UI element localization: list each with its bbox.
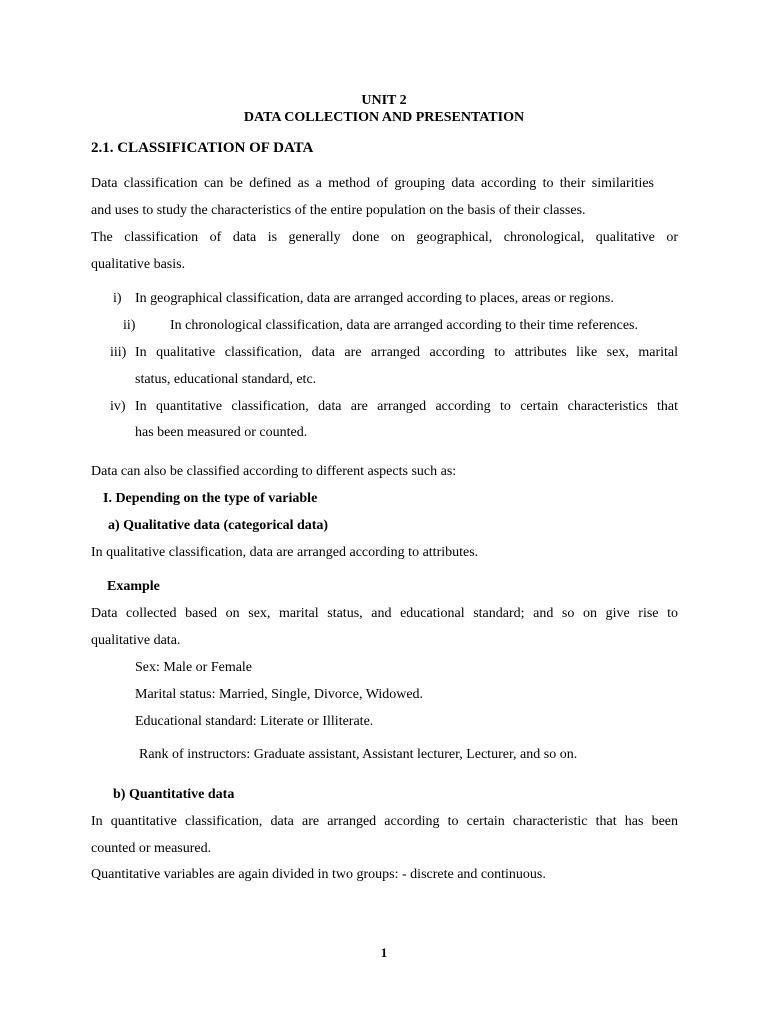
quantitative-text: counted or measured. xyxy=(91,841,212,856)
quantitative-text: Quantitative variables are again divided in two groups: - discrete and continuous. xyxy=(91,867,546,882)
document-title: DATA COLLECTION AND PRESENTATION xyxy=(243,110,525,125)
qualitative-text: In qualitative classification, data are arranged according to attributes. xyxy=(91,545,479,560)
list-item: In quantitative classification, data are arranged according to certain characteristics that xyxy=(135,399,678,414)
intro-line: qualitative basis. xyxy=(91,257,186,272)
intro-line: and uses to study the characteristics of the entire population on the basis of their classes. xyxy=(91,203,586,218)
list-marker: ii) xyxy=(123,318,136,333)
list-item: In chronological classification, data are arranged according to their time references. xyxy=(170,318,638,333)
list-item: status, educational standard, etc. xyxy=(135,372,317,387)
quantitative-text: In quantitative classification, data are arranged according to certain characteristic that has been xyxy=(91,814,678,829)
list-marker: iii) xyxy=(110,345,127,360)
example-item: Educational standard: Literate or Illiterate. xyxy=(135,714,374,729)
unit-label: UNIT 2 xyxy=(361,93,407,108)
heading-quantitative: b) Quantitative data xyxy=(113,787,235,802)
example-heading: Example xyxy=(107,579,160,594)
intro-line: Data classification can be defined as a method of grouping data according to their similarities xyxy=(91,176,654,191)
example-item: Rank of instructors: Graduate assistant, Assistant lecturer, Lecturer, and so on. xyxy=(139,747,578,762)
heading-variable: I. Depending on the type of variable xyxy=(103,491,318,506)
heading-qualitative: a) Qualitative data (categorical data) xyxy=(108,518,329,533)
example-item: Marital status: Married, Single, Divorce, Widowed. xyxy=(135,687,424,702)
list-item: In qualitative classification, data are arranged according to attributes like sex, marital xyxy=(135,345,678,360)
list-marker: iv) xyxy=(110,399,126,414)
section-title: 2.1. CLASSIFICATION OF DATA xyxy=(91,140,314,156)
example-item: Sex: Male or Female xyxy=(135,660,253,675)
page-number: 1 xyxy=(380,945,388,960)
list-item: In geographical classification, data are arranged according to places, areas or regions. xyxy=(135,291,614,306)
list-marker: i) xyxy=(113,291,122,306)
list-item: has been measured or counted. xyxy=(135,425,308,440)
aspects-intro: Data can also be classified according to different aspects such as: xyxy=(91,464,457,479)
intro-line: The classification of data is generally done on geographical, chronological, qualitative or xyxy=(91,230,678,245)
example-text: qualitative data. xyxy=(91,633,181,648)
example-text: Data collected based on sex, marital status, and educational standard; and so on give rise to xyxy=(91,606,678,621)
